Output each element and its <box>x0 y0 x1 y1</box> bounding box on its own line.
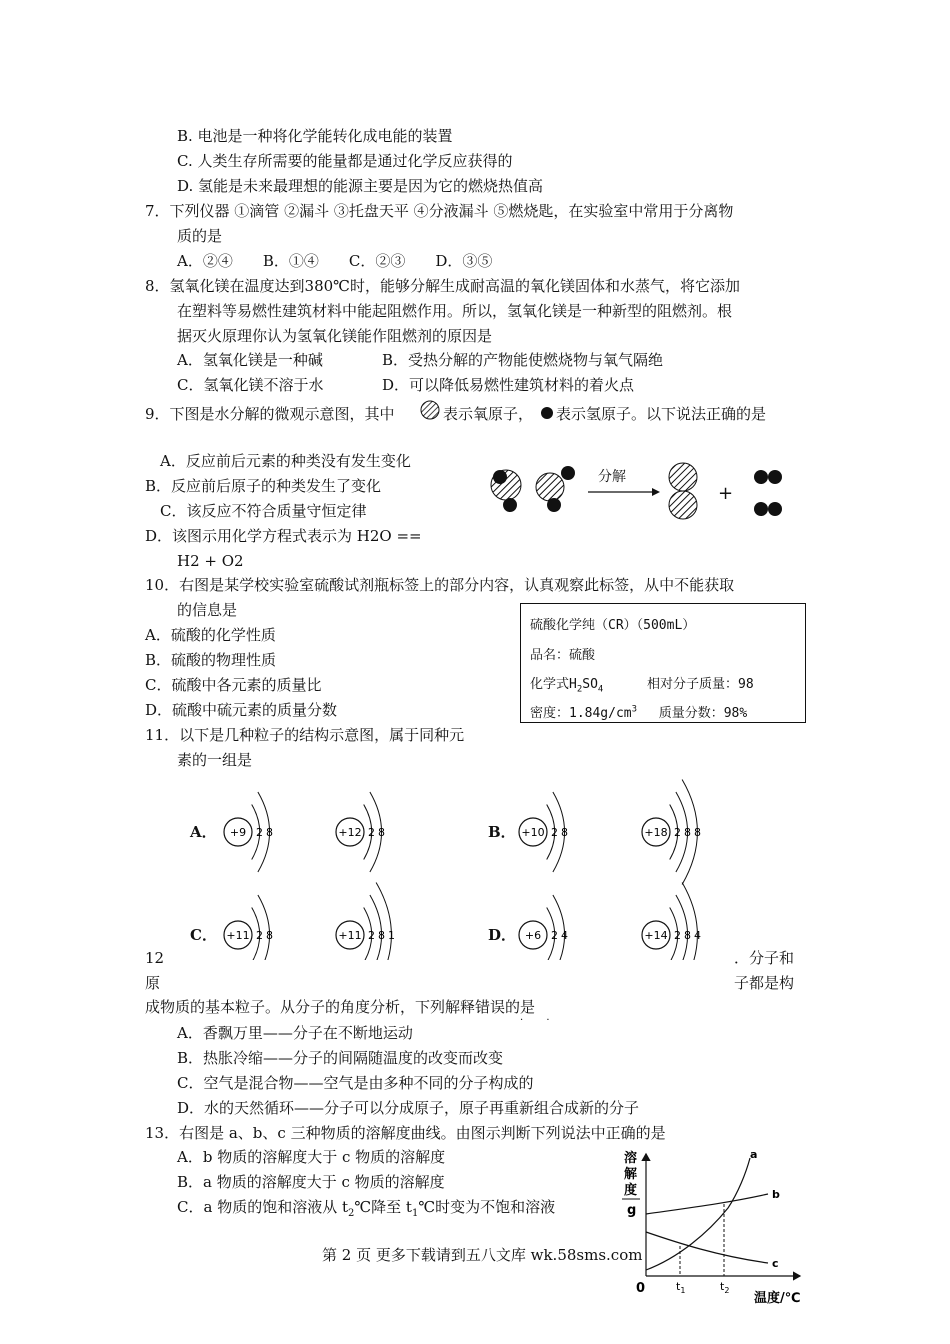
q13-c-part3: ℃时变为不饱和溶液 <box>418 1198 556 1216</box>
electron-count: 8 <box>694 826 701 839</box>
q13-stem: 13．右图是 a、b、c 三种物质的溶解度曲线。由图示判断下列说法中正确的是 <box>145 1124 666 1142</box>
q13-option-b: B．a 物质的溶解度大于 c 物质的溶解度 <box>177 1173 445 1191</box>
electron-count: 8 <box>266 929 273 942</box>
q10-option-b: B．硫酸的物理性质 <box>145 651 277 669</box>
q9-option-d-line2: H2 + O2 <box>177 552 244 570</box>
nucleus-charge: +18 <box>644 826 668 839</box>
emphasis-dots: · · <box>520 1015 560 1026</box>
xlabel: 温度/℃ <box>754 1291 801 1306</box>
nucleus-charge: +10 <box>521 826 545 839</box>
electron-count: 2 <box>368 826 375 839</box>
q8-stem-line2: 在塑料等易燃性建筑材料中能起阻燃作用。所以，氢氧化镁是一种新型的阻燃剂。根 <box>177 302 733 320</box>
electron-shell-arc <box>676 895 688 960</box>
ylabel-char-3: 度 <box>624 1183 638 1198</box>
ylabel-unit: g <box>627 1203 637 1218</box>
formula-h-sub: 2 <box>576 684 583 695</box>
q13-option-c <box>177 1197 555 1224</box>
electron-count: 2 <box>674 826 681 839</box>
electron-shell-arc <box>682 883 697 961</box>
electron-count: 1 <box>388 929 395 942</box>
atom-diagram-4 <box>642 780 701 885</box>
electron-count: 8 <box>378 826 385 839</box>
atom-diagram-6 <box>336 883 395 961</box>
q6-option-d: D. 氢能是未来最理想的能源主要是因为它的燃烧热值高 <box>177 177 544 195</box>
t2-label: $t_2$ <box>720 1280 730 1295</box>
electron-count: 4 <box>561 929 568 942</box>
q9-option-a: A．反应前后元素的种类没有发生变化 <box>160 452 411 470</box>
nucleus-charge: +11 <box>338 929 362 942</box>
origin-label: 0 <box>636 1281 646 1296</box>
q8-option-d: D．可以降低易燃性建筑材料的着火点 <box>382 376 635 394</box>
q9-option-c: C．该反应不符合质量守恒定律 <box>160 502 367 520</box>
ylabel-char-2: 解 <box>624 1167 638 1182</box>
label-line1: 硫酸化学纯（CR）（500mL） <box>530 618 696 633</box>
atom-diagram-3 <box>519 792 568 872</box>
electron-count: 8 <box>684 826 691 839</box>
nucleus-charge: +11 <box>226 929 250 942</box>
solubility-curve-chart <box>618 1148 818 1308</box>
hydrogen-molecules <box>754 470 782 516</box>
q12-option-a: A．香飘万里——分子在不断地运动 <box>177 1024 413 1042</box>
q11-stem-line2: 素的一组是 <box>177 751 253 769</box>
electron-shell-arc <box>370 895 382 960</box>
q13-c-sub2: 2 <box>348 1208 355 1219</box>
curve-c <box>646 1232 768 1263</box>
q13-option-a: A．b 物质的溶解度大于 c 物质的溶解度 <box>177 1148 446 1166</box>
q10-option-c: C．硫酸中各元素的质量比 <box>145 676 322 694</box>
q12-number: 12 <box>145 949 165 967</box>
q7-stem-line2: 质的是 <box>177 227 223 245</box>
q13-c-sub1: 1 <box>411 1208 419 1219</box>
electron-count: 2 <box>551 826 558 839</box>
q9-stem-c: 表示氢原子。以下说法正确的是 <box>556 405 767 423</box>
electron-count: 8 <box>266 826 273 839</box>
q10-option-a: A．硫酸的化学性质 <box>145 626 276 644</box>
hydrogen-atom-legend-icon <box>539 405 555 421</box>
atom-diagram-8 <box>642 883 701 961</box>
electron-count: 8 <box>561 826 568 839</box>
curve-c-label: c <box>772 1257 779 1270</box>
electron-count: 8 <box>378 929 385 942</box>
q10-stem-line1: 10．右图是某学校实验室硫酸试剂瓶标签上的部分内容，认真观察此标签，从中不能获取 <box>145 576 735 594</box>
q6-option-b: B. 电池是一种将化学能转化成电能的装置 <box>177 127 453 145</box>
nucleus-charge: +12 <box>338 826 362 839</box>
sulfuric-acid-label <box>520 603 806 723</box>
q12-tail-2: 子都是构 <box>734 974 795 992</box>
nucleus-charge: +6 <box>524 929 542 942</box>
atom-diagram-1 <box>224 792 273 872</box>
q9-option-b: B．反应前后原子的种类发生了变化 <box>145 477 382 495</box>
q8-option-c: C．氢氧化镁不溶于水 <box>177 376 324 394</box>
q11-label-c: C． <box>190 926 217 944</box>
water-decomposition-diagram <box>480 455 800 530</box>
q8-option-b: B．受热分解的产物能使燃烧物与氧气隔绝 <box>382 351 664 369</box>
electron-count: 8 <box>684 929 691 942</box>
formula-o-sub: 4 <box>597 684 604 695</box>
density-sup: 3 <box>631 704 638 715</box>
electron-shell-arc <box>376 883 391 961</box>
atom-diagram-7 <box>519 895 568 960</box>
t1-label: $t_1$ <box>676 1280 686 1295</box>
label-line2: 品名：硫酸 <box>530 648 596 663</box>
q10-option-d: D．硫酸中硫元素的质量分数 <box>145 701 338 719</box>
q8-stem-line1: 8．氢氧化镁在温度达到380℃时，能够分解生成耐高温的氧化镁固体和水蒸气，将它添加 <box>145 277 740 295</box>
q13-c-part1: C．a 物质的饱和溶液从 t <box>177 1198 348 1216</box>
atom-diagram-5 <box>224 895 273 960</box>
water-molecule-1 <box>491 470 521 512</box>
curve-b <box>646 1194 768 1214</box>
electron-count: 2 <box>368 929 375 942</box>
mass-fraction: 质量分数：98% <box>658 706 748 721</box>
density: 密度：1.84g/cm <box>530 706 632 721</box>
decompose-label: 分解 <box>598 469 626 485</box>
q10-stem-line2: 的信息是 <box>177 601 238 619</box>
q12-yuan: 原 <box>145 974 161 992</box>
ylabel-char-1: 溶 <box>624 1151 638 1166</box>
q9-stem-a: 9．下图是水分解的微观示意图，其中 <box>145 405 395 423</box>
water-molecule-2 <box>536 466 575 512</box>
formula-so: SO <box>582 677 598 692</box>
q13-c-part2: ℃降至 t <box>354 1198 412 1216</box>
curve-b-label: b <box>772 1188 780 1201</box>
q9-stem-b: 表示氧原子， <box>443 405 534 423</box>
q12-option-c: C．空气是混合物——空气是由多种不同的分子构成的 <box>177 1074 534 1092</box>
q12-option-d: D．水的天然循环——分子可以分成原子，原子再重新组合成新的分子 <box>177 1099 640 1117</box>
atom-structure-diagrams <box>0 770 950 960</box>
formula-label: 化学式 <box>530 677 570 692</box>
curve-a-label: a <box>750 1148 758 1161</box>
formula-h: H <box>569 677 577 692</box>
nucleus-charge: +14 <box>644 929 668 942</box>
electron-count: 2 <box>256 929 263 942</box>
q11-label-a: A． <box>190 823 217 841</box>
page-footer: 第 2 页 更多下载请到五八文库 wk.58sms.com <box>322 1246 643 1264</box>
q11-label-d: D． <box>488 926 517 944</box>
q7-stem-line1: 7．下列仪器 ①滴管 ②漏斗 ③托盘天平 ④分液漏斗 ⑤燃烧匙，在实验室中常用于分离物 <box>145 202 734 220</box>
q7-options: A．②④ B．①④ C．②③ D．③⑤ <box>177 252 493 270</box>
electron-shell-arc <box>553 895 565 960</box>
atom-diagram-2 <box>336 792 385 872</box>
q12-option-b: B．热胀冷缩——分子的间隔随温度的改变而改变 <box>177 1049 504 1067</box>
electron-count: 2 <box>256 826 263 839</box>
plus-sign: + <box>718 483 734 504</box>
label-line4 <box>530 702 747 721</box>
q8-stem-line3: 据灭火原理你认为氢氧化镁能作阻燃剂的原因是 <box>177 327 493 345</box>
electron-shell-arc <box>258 895 270 960</box>
electron-count: 4 <box>694 929 701 942</box>
label-line3 <box>530 673 754 695</box>
q12-stem: 成物质的基本粒子。从分子的角度分析，下列解释错误的是 <box>145 998 536 1016</box>
q8-option-a: A．氢氧化镁是一种碱 <box>177 351 323 369</box>
reaction-arrowhead <box>652 488 660 496</box>
curve-a <box>646 1158 750 1270</box>
electron-count: 2 <box>674 929 681 942</box>
oxygen-molecule <box>669 463 697 519</box>
q12-tail-1: ．分子和 <box>734 949 795 967</box>
q9-option-d-line1: D．该图示用化学方程式表示为 H2O == <box>145 527 422 545</box>
molar-mass: 相对分子质量：98 <box>647 677 754 692</box>
oxygen-atom-legend-icon <box>418 398 442 422</box>
q6-option-c: C. 人类生存所需要的能量都是通过化学反应获得的 <box>177 152 513 170</box>
q11-stem-line1: 11．以下是几种粒子的结构示意图，属于同种元 <box>145 726 465 744</box>
electron-count: 2 <box>551 929 558 942</box>
q11-label-b: B． <box>488 823 516 841</box>
nucleus-charge: +9 <box>229 826 247 839</box>
